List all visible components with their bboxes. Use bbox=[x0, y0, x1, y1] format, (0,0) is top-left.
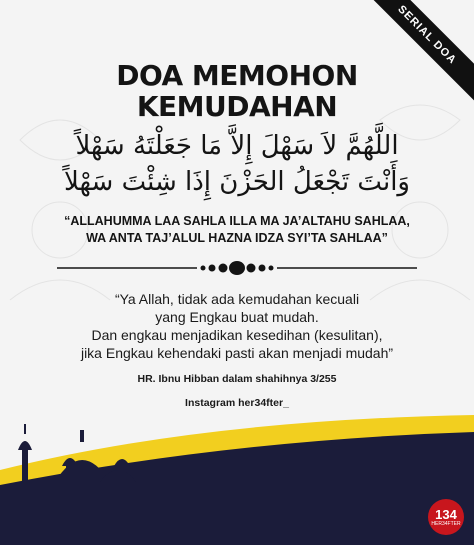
transliteration bbox=[0, 213, 474, 247]
her34fter-logo bbox=[428, 499, 464, 535]
transliteration-line-1: “ALLAHUMMA LAA SAHLA ILLA MA JA’ALTAHU SAHLAA, bbox=[64, 214, 410, 228]
hadith-source: HR. Ibnu Hibban dalam shahihnya 3/255 bbox=[137, 373, 337, 385]
title-line-2: KEMUDAHAN bbox=[136, 90, 338, 123]
arabic-line-1: اللَّهُمَّ لاَ سَهْلَ إِلاَّ مَا جَعَلْتَهُ سَهْلاً bbox=[75, 131, 399, 161]
title-line-1: DOA MEMOHON bbox=[116, 59, 358, 92]
page-title bbox=[0, 60, 474, 122]
translation-line-4: jika Engkau kehendaki pasti akan menjadi mudah” bbox=[80, 345, 394, 361]
translation-text bbox=[0, 290, 474, 362]
translation-line-3: Dan engkau menjadikan kesedihan (kesulitan), bbox=[91, 327, 383, 343]
transliteration-line-2: WA ANTA TAJ’ALUL HAZNA IDZA SYI’TA SAHLAA” bbox=[86, 231, 388, 245]
mosque-skyline-art bbox=[0, 410, 474, 545]
ornamental-divider bbox=[57, 258, 417, 278]
translation-line-2: yang Engkau buat mudah. bbox=[155, 309, 319, 325]
instagram-handle: Instagram her34fter_ bbox=[185, 397, 289, 409]
arabic-text bbox=[0, 128, 474, 200]
logo-subtext: HER34FTER bbox=[431, 520, 461, 527]
logo-number: 134 bbox=[435, 506, 457, 522]
arabic-line-2: وَأَنْتَ تَجْعَلُ الحَزْنَ إِذَا شِئْتَ سَهْلاً bbox=[64, 167, 410, 197]
translation-line-1: “Ya Allah, tidak ada kemudahan kecuali bbox=[114, 291, 360, 307]
ribbon-label: SERIAL DOA bbox=[364, 0, 474, 104]
